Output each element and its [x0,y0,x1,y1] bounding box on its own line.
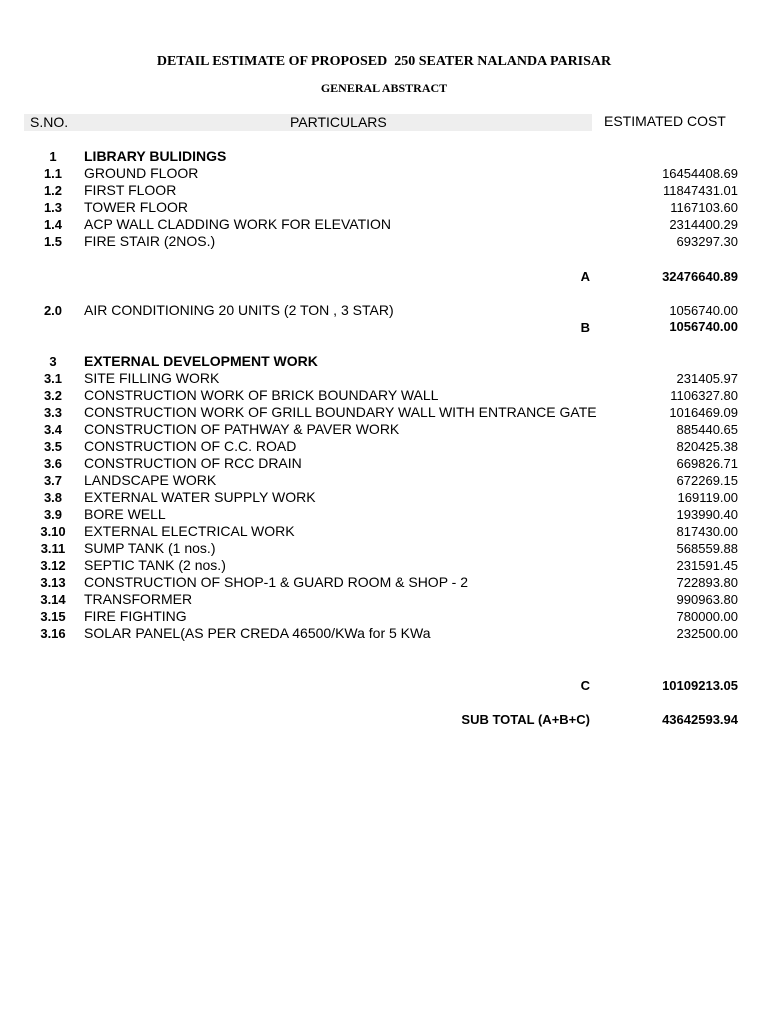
section-number: 3 [49,354,57,369]
table-row [0,438,768,455]
item-amount: 669826.71 [676,456,738,471]
item-number: 3.4 [43,422,63,437]
item-particular: EXTERNAL ELECTRICAL WORK [84,523,295,539]
table-row [0,387,768,404]
item-amount: 232500.00 [676,626,738,641]
subtotal-c-amount: 10109213.05 [662,678,738,693]
item-amount: 693297.30 [676,234,738,249]
header-particulars: PARTICULARS [290,114,387,130]
table-row [0,523,768,540]
item-particular: CONSTRUCTION OF PATHWAY & PAVER WORK [84,421,400,437]
item-particular: CONSTRUCTION WORK OF GRILL BOUNDARY WALL WITH ENTRANCE GATE [84,404,597,420]
item-amount: 722893.80 [676,575,738,590]
item-number: 3.2 [43,388,63,403]
section-title: LIBRARY BULIDINGS [84,148,227,164]
table-row [0,216,768,233]
item-particular: GROUND FLOOR [84,165,199,181]
item-particular: LANDSCAPE WORK [84,472,217,488]
item-particular: FIRE STAIR (2NOS.) [84,233,216,249]
item-number: 3.6 [43,456,63,471]
item-particular: TRANSFORMER [84,591,193,607]
table-row [0,506,768,523]
section-title: EXTERNAL DEVELOPMENT WORK [84,353,318,369]
table-row [0,455,768,472]
item-number: 1.4 [43,217,63,232]
table-row [0,608,768,625]
item-number: 3.13 [40,575,66,590]
item-number: 3.5 [43,439,63,454]
subtotal-a-amount: 32476640.89 [662,269,738,284]
item-particular: ACP WALL CLADDING WORK FOR ELEVATION [84,216,392,232]
item-amount: 1167103.60 [670,200,738,215]
table-row [0,370,768,387]
item-amount: 16454408.69 [662,166,738,181]
item-number: 3.3 [43,405,63,420]
item-amount: 780000.00 [676,609,738,624]
item-number: 3.15 [40,609,66,624]
item-amount: 231405.97 [676,371,738,386]
item-number: 3.7 [43,473,63,488]
item-number: 3.12 [40,558,66,573]
item-amount: 2314400.29 [669,217,738,232]
item-particular: BORE WELL [84,506,166,522]
item-number: 3.9 [43,507,63,522]
item-particular: FIRE FIGHTING [84,608,187,624]
item-amount: 169119.00 [677,490,738,505]
item-amount: 820425.38 [676,439,738,454]
header-estimated-cost: ESTIMATED COST [604,113,726,129]
section-1-heading [0,148,768,165]
item-particular: AIR CONDITIONING 20 UNITS (2 TON , 3 STAR) [84,302,394,318]
item-number: 1.5 [43,234,63,249]
section-3-heading [0,353,768,370]
item-number: 3.11 [40,541,66,556]
item-number: 1.2 [43,183,63,198]
item-number: 1.3 [43,200,63,215]
table-row [0,233,768,250]
table-row [0,182,768,199]
table-row [0,404,768,421]
item-number: 3.10 [40,524,66,539]
table-row [0,591,768,608]
section-number: 1 [49,149,57,164]
grand-subtotal-amount: 43642593.94 [662,712,738,727]
item-amount: 1056740.00 [669,303,738,318]
subtotal-a-label: A [580,269,590,284]
item-number: 3.1 [43,371,63,386]
item-particular: CONSTRUCTION WORK OF BRICK BOUNDARY WALL [84,387,439,403]
item-particular: SITE FILLING WORK [84,370,220,386]
table-row [0,574,768,591]
document-title: DETAIL ESTIMATE OF PROPOSED 250 SEATER NALANDA PARISAR [156,54,612,69]
table-row [0,472,768,489]
item-number: 3.8 [43,490,63,505]
item-particular: SUMP TANK (1 nos.) [84,540,216,556]
item-amount: 193990.40 [676,507,738,522]
item-number: 2.0 [43,303,63,318]
item-number: 3.14 [40,592,66,607]
item-particular: CONSTRUCTION OF RCC DRAIN [84,455,302,471]
table-row [0,302,768,319]
item-amount: 11847431.01 [663,183,738,198]
item-particular: CONSTRUCTION OF C.C. ROAD [84,438,297,454]
item-amount: 672269.15 [676,473,738,488]
item-particular: SEPTIC TANK (2 nos.) [84,557,226,573]
item-particular: SOLAR PANEL(AS PER CREDA 46500/KWa for 5 KWa [84,625,431,641]
item-amount: 990963.80 [676,592,738,607]
grand-subtotal-label: SUB TOTAL (A+B+C) [461,712,590,727]
item-amount: 1016469.09 [669,405,738,420]
table-row [0,625,768,642]
item-particular: TOWER FLOOR [84,199,188,215]
document-subtitle: GENERAL ABSTRACT [320,81,448,95]
header-sno: S.NO. [30,114,69,130]
table-row [0,165,768,182]
item-particular: CONSTRUCTION OF SHOP-1 & GUARD ROOM & SHOP - 2 [84,574,469,590]
item-particular: FIRST FLOOR [84,182,177,198]
table-row [0,540,768,557]
table-row [0,557,768,574]
table-row [0,489,768,506]
item-amount: 817430.00 [676,524,738,539]
item-number: 1.1 [43,166,63,181]
item-amount: 568559.88 [676,541,738,556]
subtotal-b-label: B [580,320,590,335]
subtotal-c-label: C [580,678,590,693]
subtotal-b-amount: 1056740.00 [669,319,738,334]
table-row [0,199,768,216]
item-number: 3.16 [40,626,66,641]
item-particular: EXTERNAL WATER SUPPLY WORK [84,489,316,505]
table-row [0,421,768,438]
item-amount: 885440.65 [676,422,738,437]
item-amount: 1106327.80 [670,388,738,403]
item-amount: 231591.45 [676,558,738,573]
